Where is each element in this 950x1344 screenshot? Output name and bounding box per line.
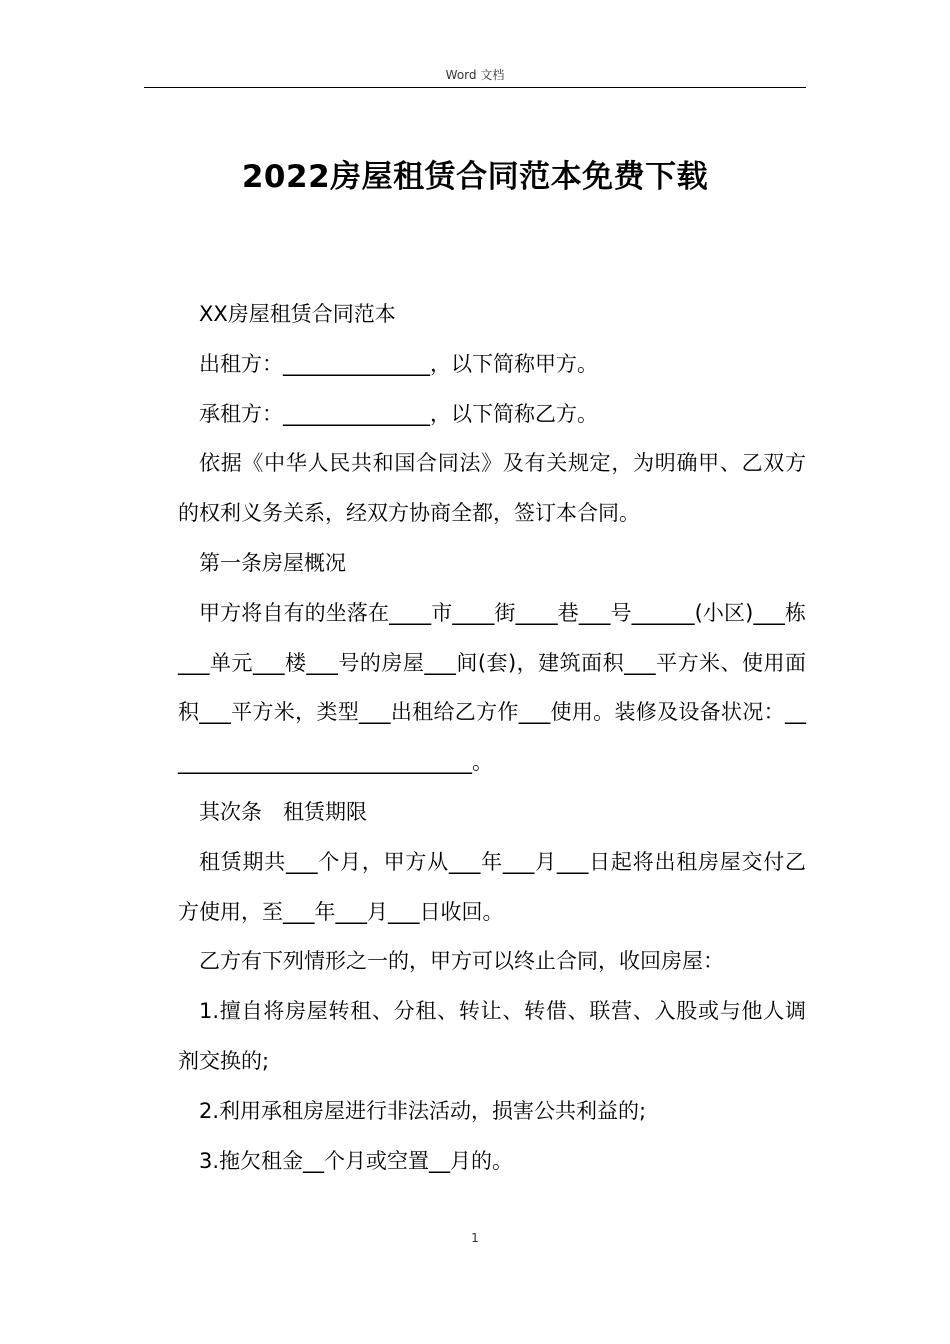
document-body [178,290,806,1186]
termination-item-2: 2.利用承租房屋进行非法活动，损害公共利益的; [199,1098,647,1123]
article-2-heading: 其次条 租赁期限 [199,799,367,824]
lessee-paragraph: 承租方：______________，以下简称乙方。 [199,401,598,426]
header-rule [144,87,806,88]
lease-term-paragraph: 租赁期共___个月，甲方从___年___月___日起将出租房屋交付乙方使用，至___年___月___日收回。 [178,849,806,924]
termination-item-1: 1.擅自将房屋转租、分租、转让、转借、联营、入股或与他人调剂交换的; [178,999,806,1073]
legal-basis-paragraph: 依据《中华人民共和国合同法》及有关规定，为明确甲、乙双方的权利义务关系，经双方协商全都，签订本合同。 [178,451,806,526]
contract-name-paragraph: XX房屋租赁合同范本 [199,302,396,326]
page-number: 1 [471,1231,479,1245]
property-overview-paragraph: 甲方将自有的坐落在____市____街____巷___号______(小区)___栋___单元___楼___号的房屋___间(套)，建筑面积___平方米、使用面积___平方米，类型___出租给乙方作___使用。装修及设备状况：______________________________。 [178,600,806,775]
page-header: Word 文档 [445,68,505,82]
article-1-heading: 第一条房屋概况 [199,550,346,575]
document-title: 2022房屋租赁合同范本免费下载 [241,159,709,195]
termination-intro-paragraph: 乙方有下列情形之一的，甲方可以终止合同，收回房屋： [199,949,724,974]
lessor-paragraph: 出租方：______________，以下简称甲方。 [199,351,598,376]
termination-item-3: 3.拖欠租金__个月或空置__月的。 [199,1148,514,1173]
